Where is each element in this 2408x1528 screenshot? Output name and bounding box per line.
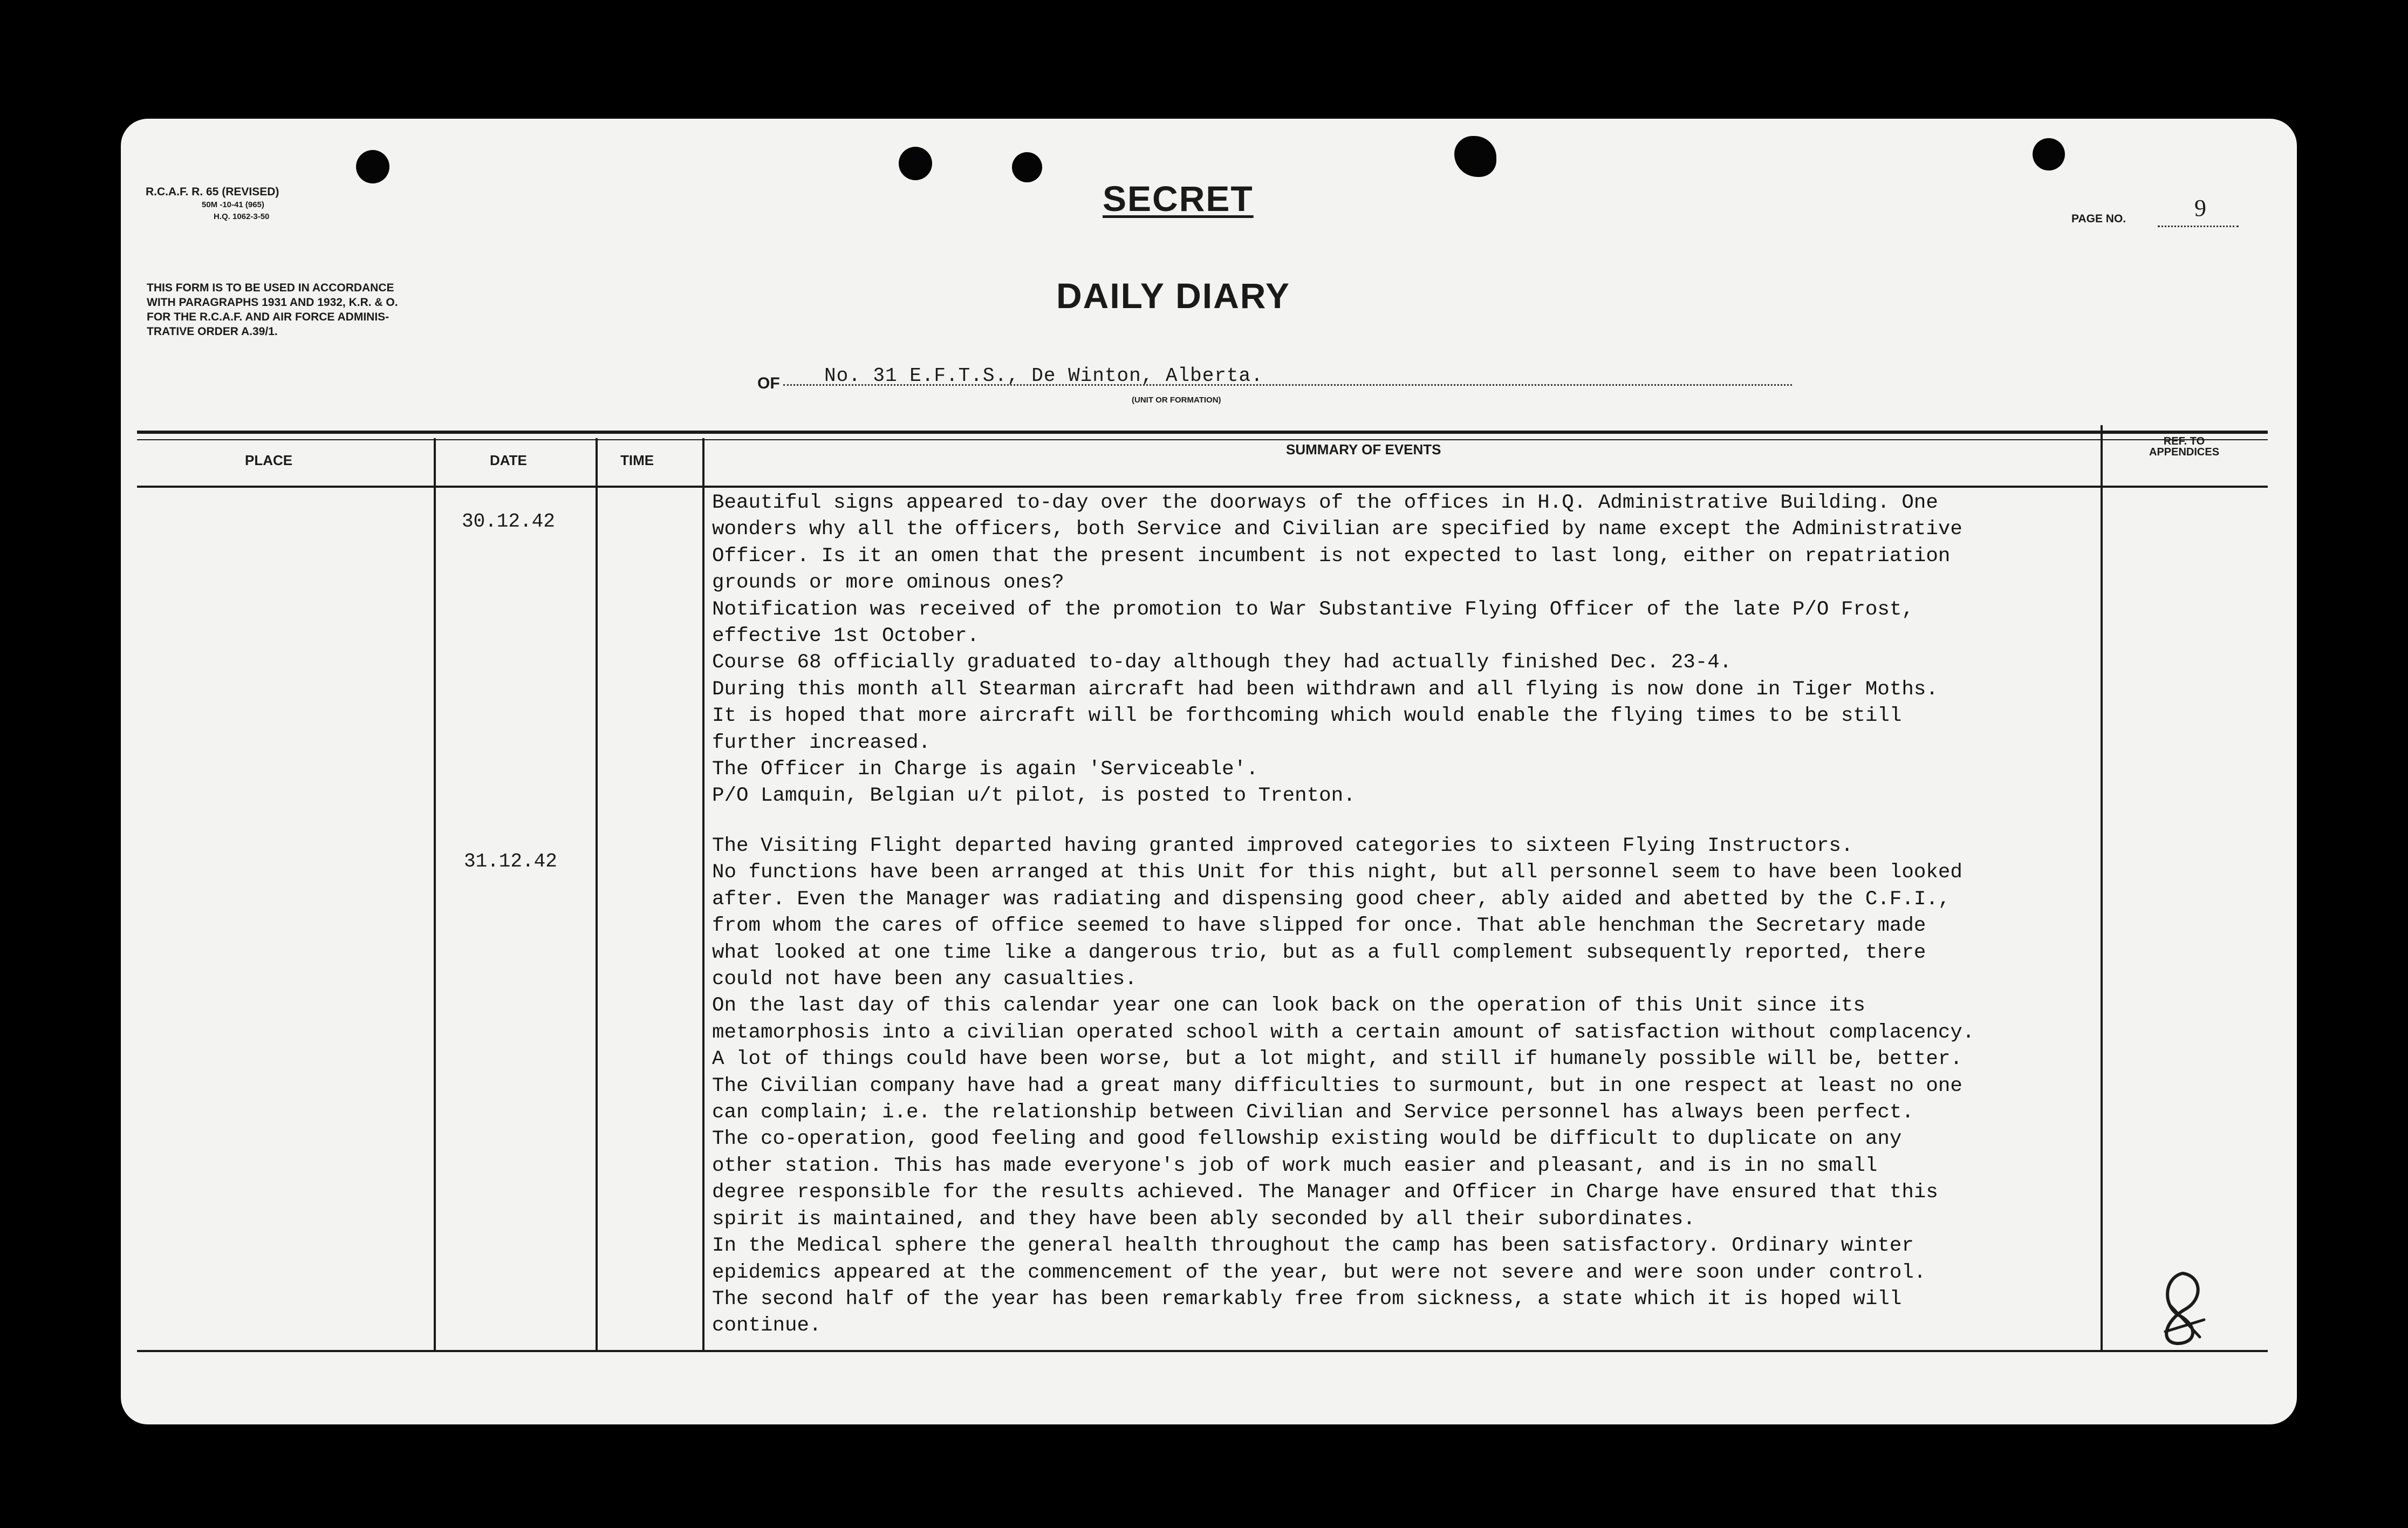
summary-line: The co-operation, good feeling and good fellowship existing would be difficult to duplicate on any xyxy=(712,1128,1902,1151)
entry-summary xyxy=(712,490,1962,810)
summary-line: P/O Lamquin, Belgian u/t pilot, is posted to Trenton. xyxy=(712,785,1356,808)
column-divider xyxy=(702,438,704,1351)
summary-line: Course 68 officially graduated to-day although they had actually finished Dec. 23-4. xyxy=(712,651,1732,674)
header-bottom-rule xyxy=(137,486,2268,488)
summary-line: In the Medical sphere the general health throughout the camp has been satisfactory. Ordinary winter xyxy=(712,1234,1914,1258)
form-code: R.C.A.F. R. 65 (REVISED) xyxy=(146,186,279,198)
punch-hole xyxy=(356,150,389,183)
entry-date: 30.12.42 xyxy=(462,510,555,533)
diary-form-sheet xyxy=(121,119,2297,1424)
summary-line: The second half of the year has been remarkably free from sickness, a state which it is hoped will xyxy=(712,1287,1902,1311)
form-title: DAILY DIARY xyxy=(1056,276,1290,316)
summary-line: can complain; i.e. the relationship between Civilian and Service personnel has always been perfect. xyxy=(712,1101,1914,1124)
form-instruction xyxy=(147,281,398,339)
column-header-ref-line: APPENDICES xyxy=(2149,446,2220,458)
of-label: OF xyxy=(757,374,780,392)
column-header-place: PLACE xyxy=(245,452,293,468)
table-top-rule xyxy=(137,431,2268,434)
entry-summary xyxy=(712,833,1974,1340)
summary-line: wonders why all the officers, both Service and Civilian are specified by name except the Administrative xyxy=(712,518,1962,541)
summary-line: metamorphosis into a civilian operated school with a certain amount of satisfaction without complacency. xyxy=(712,1021,1975,1044)
punch-hole xyxy=(1454,136,1496,177)
summary-line: what looked at one time like a dangerous trio, but as a full complement subsequently reported, there xyxy=(712,941,1926,964)
table-top-rule-thin xyxy=(137,439,2268,440)
column-header-appendices xyxy=(2149,436,2219,458)
summary-line: The Officer in Charge is again 'Serviceable'. xyxy=(712,758,1258,781)
summary-line: could not have been any casualties. xyxy=(712,968,1137,991)
column-divider xyxy=(434,438,436,1351)
summary-line: grounds or more ominous ones? xyxy=(712,571,1064,595)
page-number-rule xyxy=(2158,226,2239,227)
column-divider xyxy=(2101,425,2103,1351)
summary-line: A lot of things could have been worse, but a lot might, and still if humanely possible will be, better. xyxy=(712,1048,1962,1071)
page-number-value: 9 xyxy=(2194,195,2206,221)
summary-line: spirit is maintained, and they have been ably seconded by all their subordinates. xyxy=(712,1208,1695,1231)
punch-hole xyxy=(899,147,932,180)
summary-line: The Civilian company have had a great many difficulties to surmount, but in one respect at least no one xyxy=(712,1074,1962,1097)
unit-name: No. 31 E.F.T.S., De Winton, Alberta. xyxy=(824,365,1263,387)
table-bottom-rule xyxy=(137,1350,2268,1352)
unit-caption: (UNIT OR FORMATION) xyxy=(1132,395,1221,405)
entry-date: 31.12.42 xyxy=(464,850,557,872)
handwritten-initials xyxy=(2154,1268,2214,1349)
security-classification: SECRET xyxy=(1103,179,1254,219)
column-header-date: DATE xyxy=(490,452,527,468)
column-header-time: TIME xyxy=(620,452,654,468)
form-instruction-line: WITH PARAGRAPHS 1931 AND 1932, K.R. & O. xyxy=(147,296,398,309)
summary-line: other station. This has made everyone's job of work much easier and pleasant, and is in no small xyxy=(712,1154,1878,1177)
summary-line: No functions have been arranged at this Unit for this night, but all personnel seem to have been looked xyxy=(712,861,1962,884)
summary-line: from whom the cares of office seemed to have slipped for once. That able henchman the Secretary made xyxy=(712,915,1926,938)
summary-line: Beautiful signs appeared to-day over the doorways of the offices in H.Q. Administrative Building. One xyxy=(712,492,1938,514)
summary-line: continue. xyxy=(712,1314,822,1338)
form-instruction-line: THIS FORM IS TO BE USED IN ACCORDANCE xyxy=(147,282,394,294)
summary-line: Officer. Is it an omen that the present incumbent is not expected to last long, either on repatriation xyxy=(712,544,1951,568)
punch-hole xyxy=(2033,138,2065,170)
column-header-ref-line: REF. TO xyxy=(2163,435,2205,447)
form-print-run: 50M -10-41 (965) xyxy=(202,200,264,209)
summary-line: It is hoped that more aircraft will be forthcoming which would enable the flying times to be still xyxy=(712,705,1902,728)
summary-line: The Visiting Flight departed having granted improved categories to sixteen Flying Instructors. xyxy=(712,835,1853,857)
page-number-label: PAGE NO. xyxy=(2071,213,2126,225)
summary-line: after. Even the Manager was radiating and dispensing good cheer, ably aided and abetted by the C.F.I., xyxy=(712,888,1951,911)
column-divider xyxy=(596,438,598,1351)
form-hq-ref: H.Q. 1062-3-50 xyxy=(214,212,270,221)
summary-line: Notification was received of the promotion to War Substantive Flying Officer of the late P/O Frost, xyxy=(712,598,1914,621)
summary-line: On the last day of this calendar year one can look back on the operation of this Unit since its xyxy=(712,994,1865,1018)
summary-line: degree responsible for the results achieved. The Manager and Officer in Charge have ensured that this xyxy=(712,1181,1938,1204)
column-header-summary: SUMMARY OF EVENTS xyxy=(1286,441,1441,458)
form-instruction-line: FOR THE R.C.A.F. AND AIR FORCE ADMINIS- xyxy=(147,311,389,323)
summary-line: further increased. xyxy=(712,731,931,754)
summary-line: effective 1st October. xyxy=(712,625,980,648)
form-instruction-line: TRATIVE ORDER A.39/1. xyxy=(147,325,278,338)
summary-line: epidemics appeared at the commencement of the year, but were not severe and were soon under control. xyxy=(712,1261,1926,1284)
punch-hole xyxy=(1012,152,1042,182)
summary-line: During this month all Stearman aircraft had been withdrawn and all flying is now done in Tiger Moths. xyxy=(712,678,1938,701)
